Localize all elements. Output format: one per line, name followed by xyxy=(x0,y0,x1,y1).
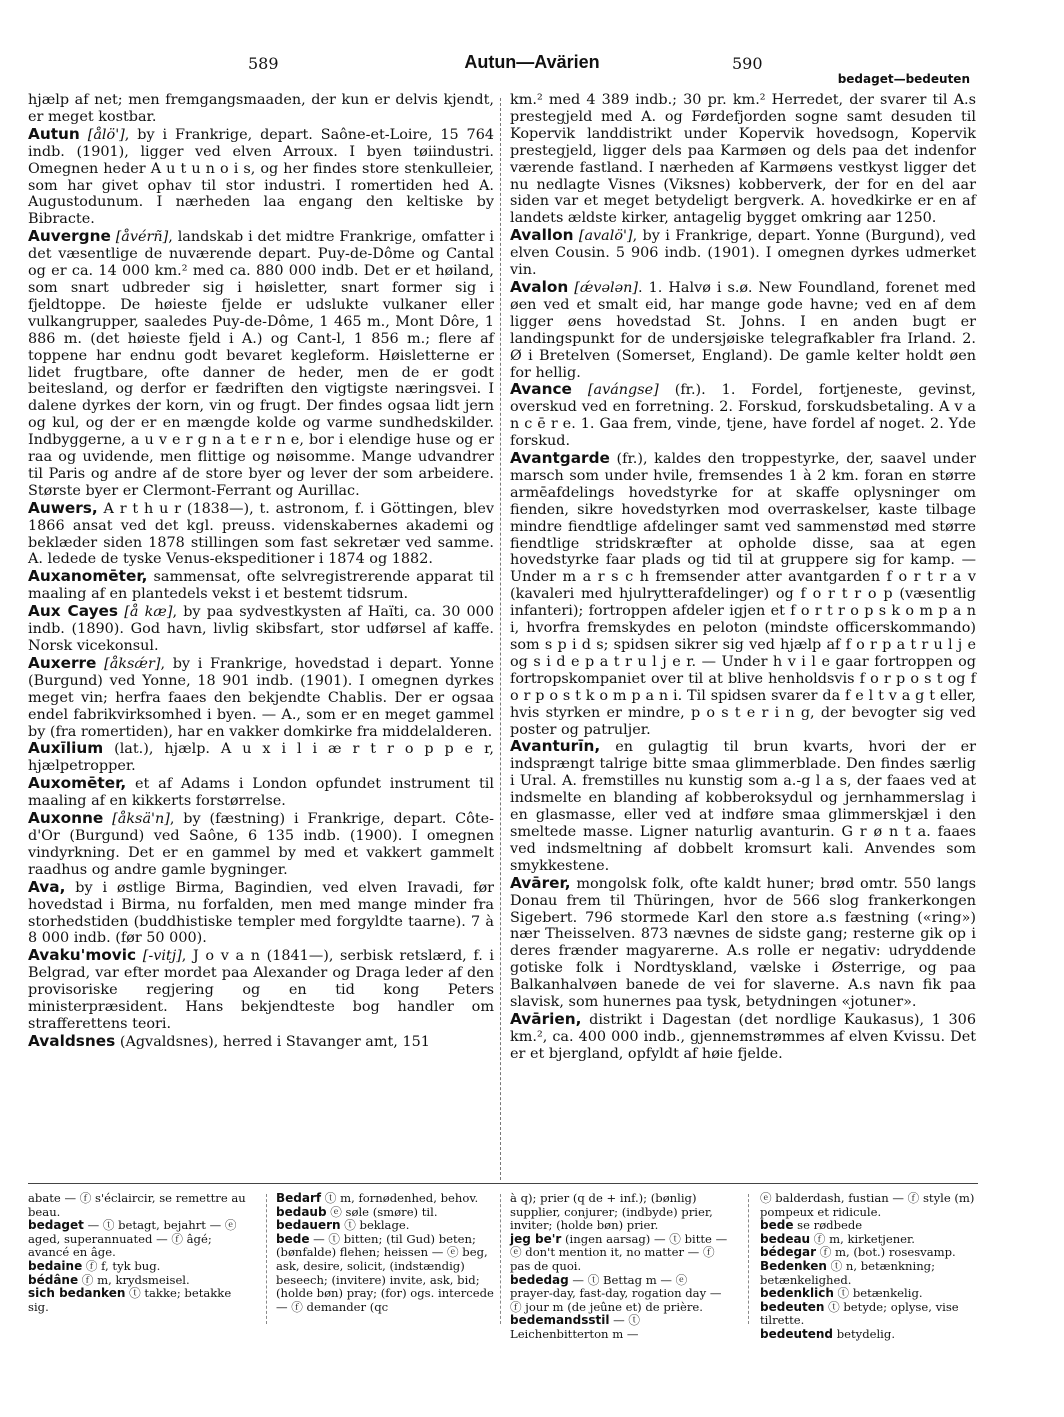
encyclopedia-entry xyxy=(28,1033,494,1051)
entry-headword: Avantgarde xyxy=(510,449,610,468)
entry-pronunciation: [ǽvələn] xyxy=(574,279,639,296)
entry-headword: Ava, xyxy=(28,877,66,896)
dictionary-headword: bedenklich xyxy=(760,1286,834,1301)
encyclopedia-entry xyxy=(28,879,494,948)
entry-headword: Aux Cayes xyxy=(28,602,119,621)
entry-text: hjælp af net; men fremgangsmaaden, der kun er delvis kjendt, er meget kostbar. xyxy=(28,92,494,125)
entry-headword: Autun xyxy=(28,124,80,143)
dictionary-entry xyxy=(276,1219,496,1233)
encyclopedia-entry xyxy=(510,381,976,450)
entry-text: , by i Frankrige, hovedstad i depart. Yonne (Burgund) ved Yonne, 18 901 indb. (1901). I omegnen dyrkes meget vin; herfra faaes den bekjendte Chablis. Der er ogsaa endel fabrikvirksomhed i byen. — A., som er en meget gammel by (fra romertiden), har en vakker domkirke fra middelalderen. xyxy=(28,655,494,740)
dictionary-entry xyxy=(760,1287,982,1301)
dictionary-entry xyxy=(276,1206,496,1220)
entry-headword: Auwers, xyxy=(28,498,98,517)
encyclopedia-entry xyxy=(28,775,494,810)
dictionary-text: se rødbede xyxy=(793,1218,863,1233)
entry-text: en gulagtig til brun kvarts, hvori der er indsprængt talrige bitte smaa glimmerblade. Den findes særlig i Ural. A. fremstilles nu kunstig som a.-g l a s, der faaes ved at indsmelte en blanding af kobberoksydul og jernhammerslag i en glasmasse, eller ved at indføre smaa glimmerskjæl i den smeltede masse. Ligner naturlig avanturin. G r ø n t a. faaes ved indsmeltning af dobbelt kromsurt kali. Anvendes som smykkestene. xyxy=(510,739,976,874)
dictionary-text: ⓣ betænkelig. xyxy=(833,1286,923,1301)
dictionary-text: ⓔ søle (smøre) til. xyxy=(326,1204,438,1219)
encyclopedia-entry xyxy=(28,810,494,879)
entry-text: , by i Frankrige, depart. Saône-et-Loire, 15 764 indb. (1901), ligger ved elven Arroux. I byen tøiindustri. Omegnen heder A u t u n o i s, og her findes store stenkulleier, som har givet ophav til stor industri. I romertiden hed A. Augustodunum. I nærheden laa engang den keltiske by Bibracte. xyxy=(28,126,495,228)
entry-pronunciation: [avángse] xyxy=(587,382,659,399)
dictionary-text: — ⓣ betagt, bejahrt — ⓔ aged, superannuated — ⓕ âgé; avancé en âge. xyxy=(28,1218,237,1260)
encyclopedia-entry xyxy=(510,279,976,381)
dictionary-headword: Bedenken xyxy=(760,1258,827,1273)
dictionary-entry xyxy=(760,1246,982,1260)
encyclopedia-entry xyxy=(28,92,494,126)
dictionary-headword: bede xyxy=(760,1218,794,1233)
footer-rule xyxy=(28,1183,978,1184)
encyclopedia-entry xyxy=(28,500,494,569)
dictionary-text: betydelig. xyxy=(833,1326,895,1341)
dictionary-headword: Bedarf xyxy=(276,1191,322,1205)
dictionary-headword: bedaine xyxy=(28,1258,83,1273)
entry-text: mongolsk folk, ofte kaldt huner; brød omtr. 550 langs Donau frem til Thüringen, hvor de 566 slog frankerkongen Sigebert. 796 stormede Karl den store a.s fæstning («ring») nær Theisselven. 873 nævnes de sidste gang; resterne gik op i deres frænder magyarerne. A.s rolle er negativ: udryddende gotiske folk i Nordtyskland, vælske i Østerrige, og paa Balkanhalvøen banede de vei for slaverne. A.s navn fik paa slavisk, som hunernes paa tysk, betydningen «jotuner». xyxy=(510,875,976,1011)
entry-text: (fr.), kaldes den troppestyrke, der, saavel under marsch som under hvile, fremsendes 1 à 2 km. foran en større armēafdelings hovedstyrke for at skaffe oplysninger om fienden, sikre hovedstyrken mod overraskelser, kaste tilbage mindre fiendtlige afdelinger samt ved sammenstød med større fiendtlige stridskræfter at opholde disse, saa at egen hovedstyrke faar plads og tid til at gruppere sig for kamp. — Under m a r s c h fremsender atter avantgarden f o r t r a v (kavaleri med hjulrytterafdelinger) og f o r t r o p (væsentlig infanteri); fortroppen afdeler igjen et f o r t r o p s k o m p a n i, hvorfra fremskydes en peloton (mindste officerskommando) som s p i d s; spidsen sikrer sig ved hjælp af f o r p a t r u l j e og s i d e p a t r u l j e r. — Under h v i l e gaar fortroppen og fortropskompaniet over til at blive henholdsvis f o r p o s t og f o r p o s t k o m p a n i. Til spidsen svarer da f e l t v a g t eller, hvis styrken er mindre, p o s t e r i n g, der bevogter sig ved poster og patruljer. xyxy=(510,451,976,738)
entry-headword: Auxerre xyxy=(28,653,97,672)
entry-pronunciation: [å kæ] xyxy=(124,604,173,621)
dictionary-headword: bedemandsstil xyxy=(510,1313,610,1328)
dictionary-footer-column-4 xyxy=(760,1192,982,1342)
dictionary-text: ⓣ takke; betakke sig. xyxy=(28,1286,232,1314)
dictionary-text: ⓕ m, kirketjener. xyxy=(810,1231,915,1246)
dictionary-entry xyxy=(760,1260,982,1287)
entry-headword: Avanturīn, xyxy=(510,737,601,756)
running-title: Autun—Avärien xyxy=(464,52,600,72)
dictionary-text: abate — ⓕ s'éclaircir, se remettre au beau. xyxy=(28,1191,246,1219)
entry-headword: Auxonne xyxy=(28,809,104,828)
right-column xyxy=(510,92,976,1063)
entry-headword: Avārien, xyxy=(510,1009,582,1028)
encyclopedia-entry xyxy=(510,738,976,874)
entry-headword: Avance xyxy=(510,380,572,399)
dictionary-text: ⓣ beklage. xyxy=(340,1218,410,1233)
entry-pronunciation: [-vitj] xyxy=(142,948,182,965)
entry-headword: Auxīlium xyxy=(28,739,104,758)
entry-text: , landskab i det midtre Frankrige, omfatter i det væsentlige de nuværende depart. Puy-de-Dôme og Cantal og er ca. 14 000 km.² med ca. 880 000 indb. Det er et høiland, som snart udbreder sig i høisletter, snart former sig i fjeldtoppe. De høieste fjelde er udslukte vulkaner eller vulkangrupper, saaledes Puy-de-Dôme, 1 465 m., Mont Dôre, 1 886 m. (det høieste fjeld i A.) og Cant-l, 1 856 m.; flere af toppene har endnu godt bevaret kegleform. Høisletterne er lidet frugtbare, ofte danner de heder, men de er godt beitesland, og derfor er fædriften den vigtigste næringsvei. I dalene dyrkes der korn, vin og frugt. Der findes ogsaa lidt jern og kul, og der er en mængde kolde og varme sundhedskilder. Indbyggerne, a u v e r g n a t e r n e, bor i elendige huse og er raa og uvidende, men flittige og nøisomme. Mange udvandrer til Paris og andre af de store byer og lever der som arbeidere. Største byer er Clermont-Ferrant og Aurillac. xyxy=(28,229,495,499)
dictionary-headword: bedeuten xyxy=(760,1299,825,1314)
dictionary-entry xyxy=(28,1274,252,1288)
dictionary-entry xyxy=(760,1328,982,1342)
footer-divider xyxy=(500,1194,501,1324)
entry-text: . 1. Halvø i s.ø. New Foundland, forenet med øen ved et smalt eid, har mange gode havne; ved en af dem ligger øens hovedstad St. Johns. I en anden bugt er landingspunkt for de undersjøiske telegrafkabler fra Irland. 2. Ø i Bretelven (Somerset, England). De gamle kelter holdt øen for hellig. xyxy=(510,279,976,381)
dictionary-entry xyxy=(276,1233,496,1315)
dictionary-entry xyxy=(760,1233,982,1247)
page-header xyxy=(0,52,1064,92)
dictionary-headword: bededag xyxy=(510,1272,569,1287)
entry-headword: Auxomēter, xyxy=(28,774,127,793)
dictionary-text: ⓣ m, fornødenhed, behov. xyxy=(321,1191,479,1205)
dictionary-entry xyxy=(28,1260,252,1274)
encyclopedia-entry xyxy=(28,228,494,500)
encyclopedia-entry xyxy=(28,603,494,655)
dictionary-headword: jeg be'r xyxy=(510,1231,562,1246)
dictionary-footer-column-1 xyxy=(28,1192,252,1314)
dictionary-headword: bédegar xyxy=(760,1245,817,1260)
dictionary-entry xyxy=(760,1219,982,1233)
entry-text: (fr.). 1. Fordel, fortjeneste, gevinst, overskud ved en forretning. 2. Forskud, forskudsbetaling. A v a n c ē r e. 1. Gaa frem, vinde, tjene, have fordel af noget. 2. Yde forskud. xyxy=(510,382,976,450)
dictionary-headword: bedaub xyxy=(276,1204,327,1219)
dictionary-entry xyxy=(28,1287,252,1314)
page-number-right: 590 xyxy=(732,54,763,73)
entry-text: et af Adams i London opfundet instrument til maaling af en kikkerts forstørrelse. xyxy=(28,776,494,810)
dictionary-headword: bédâne xyxy=(28,1272,79,1287)
dictionary-text: ⓔ balderdash, fustian — ⓕ style (m) pompeux et ridicule. xyxy=(760,1191,975,1219)
encyclopedia-entry xyxy=(28,568,494,603)
dictionary-text: (ingen aarsag) — ⓣ bitte — ⓔ don't mention it, no matter — ⓕ pas de quoi. xyxy=(510,1231,728,1273)
entry-text: distrikt i Dagestan (det nordlige Kaukasus), 1 306 km.², ca. 400 000 indb., gjennemstrømmes af elven Kvissu. Det er et bjergland, opfyldt af høie fjelde. xyxy=(510,1011,976,1062)
dictionary-entry xyxy=(510,1192,732,1233)
entry-pronunciation: [åksǽr] xyxy=(104,655,161,672)
column-divider xyxy=(500,98,501,1180)
dictionary-text: ⓣ betyde; oplyse, vise tilrette. xyxy=(760,1299,959,1328)
entry-headword: Avārer, xyxy=(510,873,571,892)
dictionary-headword: sich bedanken xyxy=(28,1286,126,1301)
entry-headword: Avallon xyxy=(510,226,574,245)
entry-text: by i østlige Birma, Bagindien, ved elven Iravadi, før hovedstad i Birma, nu forfalden, men med mange minder fra storhedstiden (buddhistiske templer med forgyldte taarne). 7 à 8 000 indb. (før 50 000). xyxy=(28,879,494,947)
dictionary-text: — ⓣ Leichenbitterton m — xyxy=(510,1313,641,1341)
page-number-left: 589 xyxy=(248,54,279,73)
dictionary-headword: bedeutend xyxy=(760,1326,834,1341)
encyclopedia-entry xyxy=(510,875,976,1011)
entry-text: , by i Frankrige, depart. Yonne (Burgund), ved elven Cousin. 5 906 indb. (1901). I omegnen dyrkes udmerket vin. xyxy=(510,228,976,279)
dictionary-entry xyxy=(760,1301,982,1328)
dictionary-entry xyxy=(760,1192,982,1219)
entry-text: , J o v a n (1841—), serbisk retslærd, f. i Belgrad, var efter mordet paa Alexander og Draga leder af den provisoriske regjering og en tid kong Peters ministerpræsident. Hans bekjendteste bog handler om strafferettens teori. xyxy=(28,948,495,1032)
entry-text: A r t h u r (1838—), t. astronom, f. i Göttingen, blev 1866 ansat ved det kgl. preuss. videnskabernes akademi og beklæder siden 1878 stillingen som fast sekretær ved samme. A. ledede de tyske Venus-ekspeditioner i 1874 og 1882. xyxy=(28,500,494,568)
dictionary-text: ⓕ f, tyk bug. xyxy=(82,1258,161,1273)
entry-text: , by paa sydvestkysten af Haïti, ca. 30 000 indb. (1890). God havn, livlig skibsfart, stor udførsel af kaffe. Norsk vicekonsul. xyxy=(28,604,494,654)
entry-headword: Auxanomēter, xyxy=(28,567,148,586)
encyclopedia-entry xyxy=(28,947,494,1033)
dictionary-footer-column-3 xyxy=(510,1192,732,1342)
dictionary-entry xyxy=(28,1192,252,1219)
entry-headword: Avalon xyxy=(510,277,569,296)
dictionary-headword: bedauern xyxy=(276,1218,341,1233)
entry-pronunciation: [avalö'] xyxy=(578,228,633,245)
dictionary-text: — ⓣ Bettag m — ⓔ prayer-day, fast-day, rogation day — ⓕ jour m (de jeûne et) de prière. xyxy=(510,1272,722,1314)
dictionary-entry xyxy=(510,1233,732,1274)
footer-divider xyxy=(266,1194,267,1324)
entry-text: km.² med 4 389 indb.; 30 pr. km.² Herredet, der svarer til A.s prestegjeld med A. og Førdefjorden sogne samt desuden til Kopervik landdistrikt under Kopervik hovedsogn, Kopervik prestegjeld, ligger dels paa Karmøen og dels paa det indenfor værende fastland. I nærheden af Karmøens vestkyst ligger det nu nedlagte Visnes (Viksnes) kobberverk, der for en del aar siden var et meget betydeligt bergverk. A. hovedkirke er en af landets ældste kirker, antagelig bygget omkring aar 1250. xyxy=(510,92,976,227)
entry-text: , by (fæstning) i Frankrige, depart. Côte-d'Or (Burgund) ved Saône, 6 135 indb. (1900). I omegnen vindyrkning. Det er en gammel by med et vakkert gammelt raadhus og andre gamle bygninger. xyxy=(28,811,495,878)
dictionary-headword: bede xyxy=(276,1231,310,1246)
encyclopedia-entry xyxy=(510,1011,976,1063)
dictionary-entry xyxy=(276,1192,496,1206)
dictionary-text: — ⓣ bitten; (til Gud) beten; (bønfalde) flehen; heissen — ⓔ beg, ask, desire, solicit, (indstændig) beseech; (invitere) invite, ask, bid; (holde bøn) pray; (for) ogs. intercede — ⓕ demander (qc xyxy=(276,1231,494,1314)
entry-pronunciation: [åksä'n] xyxy=(112,811,170,828)
dictionary-text: ⓕ m, krydsmeisel. xyxy=(78,1272,190,1287)
dictionary-headword: bedeau xyxy=(760,1231,811,1246)
encyclopedia-entry xyxy=(28,740,494,775)
entry-pronunciation: [åvérñ] xyxy=(115,229,169,246)
left-column xyxy=(28,92,494,1051)
encyclopedia-entry xyxy=(28,126,494,228)
entry-text: (lat.), hjælp. A u x i l i æ r t r o p p e r, hjælpetropper. xyxy=(28,741,494,775)
dictionary-headword: bedaget xyxy=(28,1218,84,1233)
dictionary-entry xyxy=(510,1314,732,1341)
encyclopedia-entry xyxy=(510,227,976,279)
entry-headword: Auvergne xyxy=(28,227,111,246)
catchwords: bedaget—bedeuten xyxy=(837,72,970,86)
entry-headword: Avaldsnes xyxy=(28,1031,116,1050)
dictionary-entry xyxy=(510,1274,732,1315)
entry-pronunciation: [ålö'] xyxy=(87,126,125,143)
dictionary-text: ⓕ m, (bot.) rosesvamp. xyxy=(816,1245,956,1260)
encyclopedia-entry xyxy=(510,450,976,738)
dictionary-footer-column-2 xyxy=(276,1192,496,1314)
entry-text: (Agvaldsnes), herred i Stavanger amt, 151 xyxy=(115,1033,430,1050)
dictionary-text: à q); prier (q de + inf.); (bønlig) supplier, conjurer; (indbyde) prier, inviter; (holde bøn) prier. xyxy=(510,1191,713,1233)
encyclopedia-entry xyxy=(28,655,494,741)
entry-text: sammensat, ofte selvregistrerende apparat til maaling af en plantedels vekst i et bestemt tidsrum. xyxy=(28,569,494,603)
encyclopedia-entry xyxy=(510,92,976,227)
dictionary-text: ⓣ n, betænkning; betænkelighed. xyxy=(760,1258,936,1287)
entry-headword: Avaku'movic xyxy=(28,946,137,965)
dictionary-entry xyxy=(28,1219,252,1260)
footer-divider xyxy=(748,1194,749,1324)
